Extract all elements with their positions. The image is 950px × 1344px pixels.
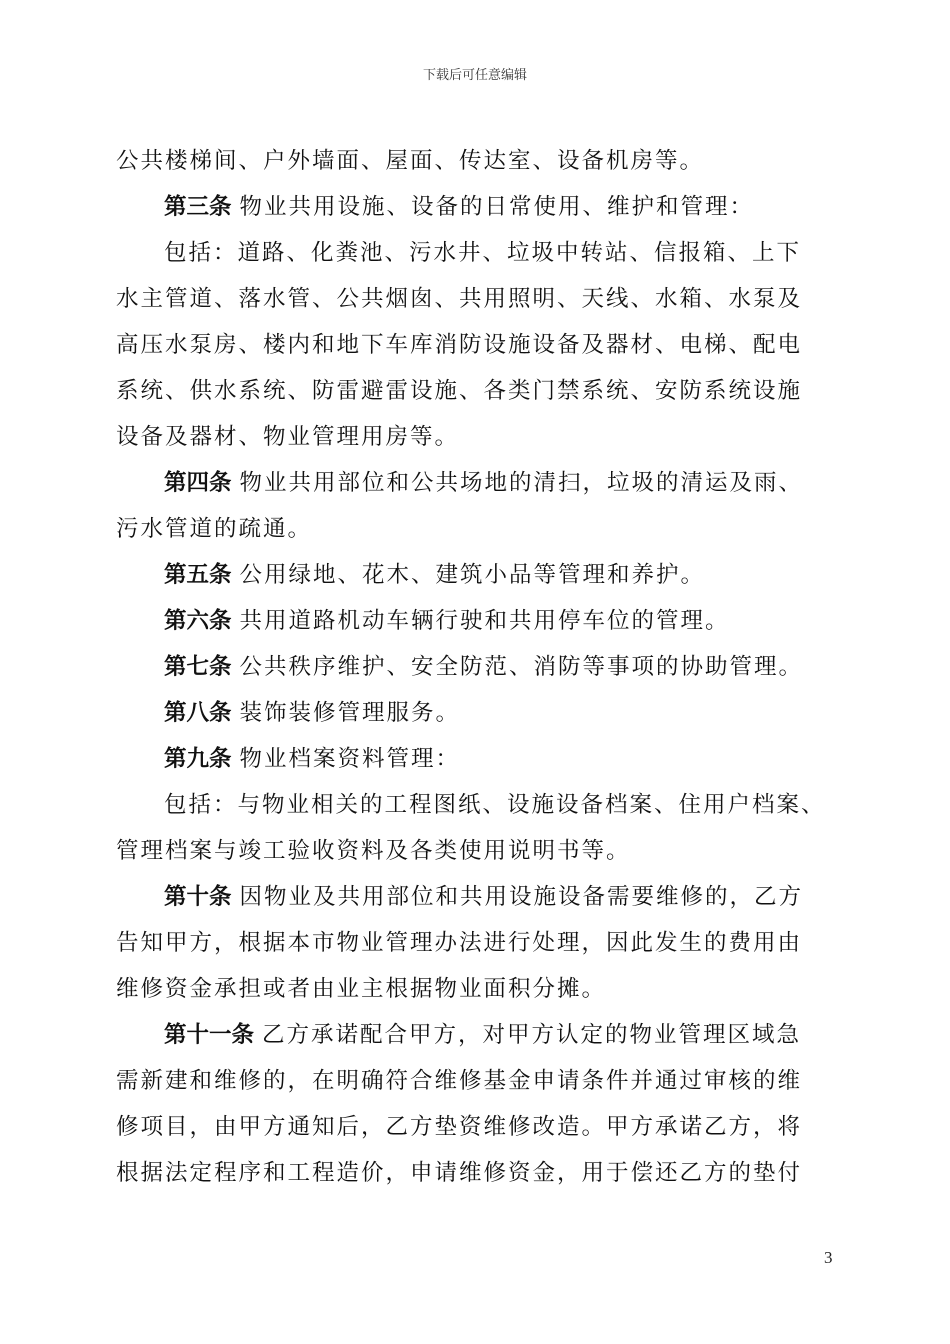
text-line [116,1104,846,1150]
line-text: 公共楼梯间、户外墙面、屋面、传达室、设备机房等。 [116,148,705,174]
line-text: 因物业及共用部位和共用设施设备需要维修的，乙方 [239,884,804,910]
article-label: 第三条 [164,194,232,220]
article-eleven [116,1012,846,1058]
line-text: 维修资金承担或者由业主根据物业面积分摊。 [116,976,607,1002]
text-line [116,322,846,368]
line-text: 修项目，由甲方通知后，乙方垫资维修改造。甲方承诺乙方，将 [116,1114,803,1140]
text-line [116,414,846,460]
line-text: 水主管道、落水管、公共烟囱、共用照明、天线、水箱、水泵及 [116,286,803,312]
line-text: 装饰装修管理服务。 [239,700,461,726]
text-line [116,138,846,184]
line-text: 物业共用设施、设备的日常使用、维护和管理： [239,194,755,220]
line-text: 物业共用部位和公共场地的清扫，垃圾的清运及雨、 [239,470,804,496]
line-text: 设备及器材、物业管理用房等。 [116,424,460,450]
text-line [116,230,846,276]
line-text: 告知甲方，根据本市物业管理办法进行处理，因此发生的费用由 [116,930,803,956]
line-text: 根据法定程序和工程造价，申请维修资金，用于偿还乙方的垫付 [116,1160,803,1186]
line-text: 高压水泵房、楼内和地下车库消防设施设备及器材、电梯、配电 [116,332,803,358]
line-text: 公用绿地、花木、建筑小品等管理和养护。 [239,562,706,588]
text-line [116,368,846,414]
article-label: 第六条 [164,608,232,634]
text-line [116,1058,846,1104]
text-line [116,782,846,828]
line-text: 包括：与物业相关的工程图纸、设施设备档案、住用户档案、 [164,792,826,818]
line-text: 包括：道路、化粪池、污水井、垃圾中转站、信报箱、上下 [164,240,802,266]
article-label: 第七条 [164,654,232,680]
article-label: 第十一条 [164,1022,255,1048]
page-header: 下载后可任意编辑 [422,68,527,83]
article-label: 第九条 [164,746,232,772]
page-number: 3 [824,1248,833,1267]
article-label: 第四条 [164,470,232,496]
text-line [116,828,846,874]
article-four [116,460,846,506]
text-line [116,966,846,1012]
line-text: 乙方承诺配合甲方，对甲方认定的物业管理区域急 [262,1022,802,1048]
article-eight [116,690,846,736]
article-label: 第八条 [164,700,232,726]
text-line [116,920,846,966]
article-label: 第五条 [164,562,232,588]
text-line [116,1150,846,1196]
line-text: 需新建和维修的，在明确符合维修基金申请条件并通过审核的维 [116,1068,803,1094]
article-three [116,184,846,230]
line-text: 管理档案与竣工验收资料及各类使用说明书等。 [116,838,631,864]
article-label: 第十条 [164,884,232,910]
document-body [116,138,846,1196]
text-line [116,506,846,552]
line-text: 污水管道的疏通。 [116,516,313,542]
line-text: 共用道路机动车辆行驶和共用停车位的管理。 [239,608,730,634]
article-five [116,552,846,598]
article-ten [116,874,846,920]
line-text: 物业档案资料管理： [239,746,461,772]
article-nine [116,736,846,782]
line-text: 公共秩序维护、安全防范、消防等事项的协助管理。 [239,654,804,680]
line-text: 系统、供水系统、防雷避雷设施、各类门禁系统、安防系统设施 [116,378,803,404]
article-six [116,598,846,644]
article-seven [116,644,846,690]
text-line [116,276,846,322]
